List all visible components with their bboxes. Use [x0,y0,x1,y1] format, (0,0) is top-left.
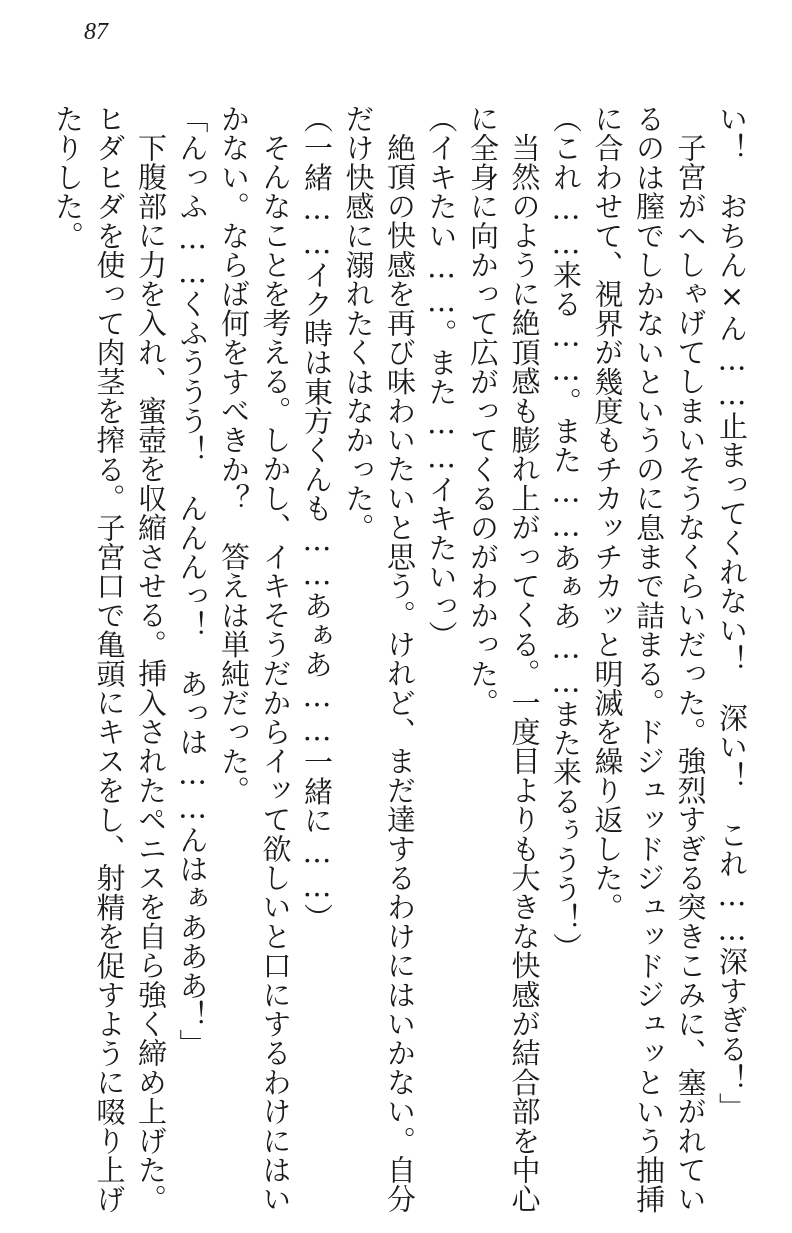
text-line: だけ快感に溺れたくはなかった。 [341,104,376,542]
text-line: たりした。 [51,104,85,250]
text-line: に合わせて、視界が幾度もチカッチカッと明滅を繰り返した。 [590,104,625,922]
text-line: 絶頂の快感を再び味わいたいと思う。けれど、まだ達するわけにはいかない。自分 [383,133,417,1214]
text-line: （一緒……イク時は東方くんも……あぁあ……一緒に……） [300,104,334,933]
text-line: かない。ならば何をすべきか？ 答えは単純だった。 [217,104,251,805]
text-line: ヒダヒダを使って肉茎を搾る。子宮口で亀頭にキスをし、射精を促すように啜り上げ [92,104,127,1214]
text-line: 子宮がへしゃげてしまいそうなくらいだった。強烈すぎる突きこみに、塞がれてい [673,133,708,1214]
text-line: そんなことを考える。しかし、イキそうだからイッて欲しいと口にするわけにはい [258,133,293,1214]
text-line: に全身に向かって広がってくるのがわかった。 [466,104,500,718]
text-line: 当然のように絶頂感も膨れ上がってくる。一度目よりも大きな快感が結合部を中心 [507,133,542,1214]
text-line: るのは膣でしかないというのに息まで詰まる。ドジュッドジュッドジュッという抽挿 [632,104,666,1214]
text-line: い！ おちん×ん……止まってくれない！ 深い！ これ……深すぎる！」 [715,104,749,1122]
text-line: 「んっふ……くふううう！ んんんっ！ あっは……んはぁあああ！」 [175,104,210,1059]
text-line: （イキたい……。また……イキたいっ） [424,104,459,650]
text-line: （これ……来る……。また……あぁあ……また来るぅうう！） [549,104,583,962]
page-number: 87 [84,19,108,45]
text-line: 下腹部に力を入れ、蜜壺を収縮させる。挿入されたペニスを自ら強く締め上げた。 [134,133,168,1214]
